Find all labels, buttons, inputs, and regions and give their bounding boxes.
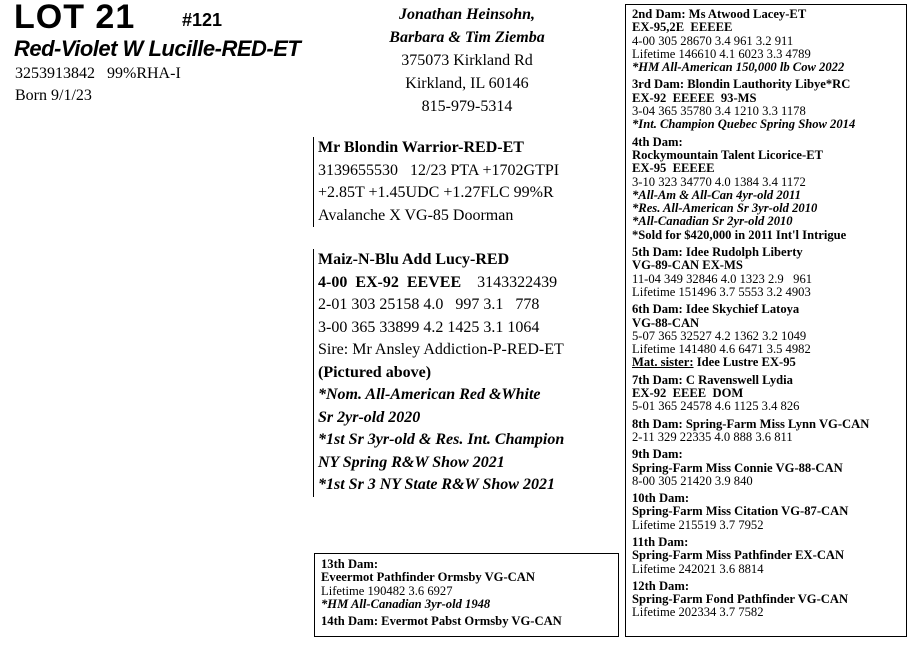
dam-2-record: 4-00 305 28670 3.4 961 3.2 911 [632, 33, 794, 48]
dam-12-section [632, 580, 900, 620]
dam-4-label: 4th Dam: [632, 134, 683, 149]
dam-2-honor: *HM All-American 150,000 lb Cow 2022 [632, 60, 845, 75]
dam-4-name: Rockymountain Talent Licorice-ET [632, 147, 824, 162]
consignor-address: 375073 Kirkland Rd [401, 52, 533, 69]
dam-6-mat-sister [632, 356, 900, 369]
dam-11-lifetime: Lifetime 242021 3.6 8814 [632, 561, 764, 576]
dam-registration: 3143322439 [477, 273, 558, 291]
dam-3-section [632, 78, 900, 131]
dam-5-record: 11-04 349 32846 4.0 1323 2.9 961 [632, 271, 813, 286]
dam-13-lifetime: Lifetime 190482 3.6 6927 [321, 583, 453, 598]
animal-name: Red-Violet W Lucille-RED-ET [14, 36, 301, 61]
dam-honor-1a: *Nom. All-American Red &White [318, 386, 541, 403]
dam-13-name: Eveermot Pathfinder Ormsby VG-CAN [321, 570, 535, 585]
dam-7-record: 5-01 365 24578 4.6 1125 3.4 826 [632, 399, 800, 414]
dam-13-label: 13th Dam: [321, 557, 379, 571]
dam-6-class: VG-88-CAN [632, 315, 700, 330]
dam-10-name: Spring-Farm Miss Citation VG-87-CAN [632, 504, 849, 519]
dam-8-record: 2-11 329 22335 4.0 888 3.6 811 [632, 429, 793, 444]
dam-class-line [318, 272, 613, 295]
mat-sister-label: Mat. sister: [632, 355, 694, 370]
dam-5-name: 5th Dam: Idee Rudolph Liberty [632, 245, 803, 260]
sire-ptas-2: +2.85T +1.45UDC +1.27FLC 99%R [318, 184, 554, 201]
registration-line: 3253913842 99%RHA-I [15, 65, 181, 82]
dam-11-name: Spring-Farm Miss Pathfinder EX-CAN [632, 548, 845, 563]
dam-4-honor-4: *Sold for $420,000 in 2011 Int'l Intrigue [632, 227, 847, 242]
lower-pedigree-box [314, 553, 619, 637]
dam-9-section [632, 448, 900, 488]
dam-9-record: 8-00 305 21420 3.9 840 [632, 473, 753, 488]
dam-2-section [632, 8, 900, 74]
dam-6-record: 5-07 365 32527 4.2 1362 3.2 1049 [632, 328, 807, 343]
dam-6-lifetime: Lifetime 141480 4.6 6471 3.5 4982 [632, 342, 811, 357]
sire-ptas: 3139655530 12/23 PTA +1702GTPI [318, 161, 560, 179]
dam-4-honor-2: *Res. All-American Sr 3yr-old 2010 [632, 201, 818, 216]
dam-5-lifetime: Lifetime 151496 3.7 5553 3.2 4903 [632, 284, 811, 299]
dam-10-label: 10th Dam: [632, 491, 690, 506]
consignor-name-2: Barbara & Tim Ziemba [389, 29, 545, 46]
dam-4-class: EX-95 EEEEE [632, 161, 715, 176]
dam-12-lifetime: Lifetime 202334 3.7 7582 [632, 605, 764, 620]
dam-12-name: Spring-Farm Fond Pathfinder VG-CAN [632, 592, 849, 607]
dam-7-class: EX-92 EEEE DOM [632, 386, 744, 401]
dam-5-section [632, 246, 900, 299]
dam-classification: 4-00 EX-92 EEVEE [318, 273, 462, 291]
maternal-pedigree-box [625, 4, 907, 637]
dam-6-name: 6th Dam: Idee Skychief Latoya [632, 302, 800, 317]
catalog-number: #121 [182, 10, 223, 30]
dam-14-name: 14th Dam: Evermot Pabst Ormsby VG-CAN [321, 614, 562, 629]
dam-2-lifetime: Lifetime 146610 4.1 6023 3.3 4789 [632, 46, 811, 61]
consignor-phone: 815-979-5314 [421, 98, 513, 115]
lot-title: LOT 21 [14, 0, 136, 36]
dam-5-class: VG-89-CAN EX-MS [632, 258, 743, 273]
birth-date: Born 9/1/23 [15, 87, 92, 104]
dam-3-record: 3-04 365 35780 3.4 1210 3.3 1178 [632, 104, 806, 119]
consignor-block [352, 3, 582, 118]
dam-8-name: 8th Dam: Spring-Farm Miss Lynn VG-CAN [632, 416, 870, 431]
dam-block [313, 249, 613, 497]
pictured-note: (Pictured above) [318, 363, 432, 381]
dam-2-class: EX-95,2E EEEEE [632, 20, 733, 35]
consignor-name-1: Jonathan Heinsohn, [398, 6, 536, 23]
dam-4-honor-3: *All-Canadian Sr 2yr-old 2010 [632, 214, 793, 229]
dam-11-label: 11th Dam: [632, 534, 689, 549]
dam-9-name: Spring-Farm Miss Connie VG-88-CAN [632, 460, 843, 475]
dam-4-section [632, 136, 900, 242]
dam-4-honor-1: *All-Am & All-Can 4yr-old 2011 [632, 187, 801, 202]
dam-8-section [632, 418, 900, 445]
dam-sire: Sire: Mr Ansley Addiction-P-RED-ET [318, 341, 564, 358]
sire-block [313, 137, 608, 227]
dam-name: Maiz-N-Blu Add Lucy-RED [318, 251, 510, 268]
dam-10-section [632, 492, 900, 532]
dam-2-name: 2nd Dam: Ms Atwood Lacey-ET [632, 7, 807, 21]
dam-11-section [632, 536, 900, 576]
dam-3-honor: *Int. Champion Quebec Spring Show 2014 [632, 117, 856, 132]
dam-9-label: 9th Dam: [632, 447, 683, 462]
consignor-city: Kirkland, IL 60146 [405, 75, 529, 92]
dam-honor-3: *1st Sr 3 NY State R&W Show 2021 [318, 476, 555, 493]
dam-3-class: EX-92 EEEEE 93-MS [632, 90, 757, 105]
dam-3-name: 3rd Dam: Blondin Lauthority Libye*RC [632, 77, 851, 92]
dam-6-section [632, 303, 900, 369]
dam-record-2: 3-00 365 33899 4.2 1425 3.1 1064 [318, 318, 540, 336]
dam-record-1: 2-01 303 25158 4.0 997 3.1 778 [318, 296, 540, 313]
dam-12-label: 12th Dam: [632, 578, 690, 593]
dam-honor-2b: NY Spring R&W Show 2021 [318, 453, 505, 471]
dam-honor-2a: *1st Sr 3yr-old & Res. Int. Champion [318, 431, 565, 448]
dam-7-name: 7th Dam: C Ravenswell Lydia [632, 372, 793, 387]
dam-7-section [632, 374, 900, 414]
dam-13-honor: *HM All-Canadian 3yr-old 1948 [321, 596, 491, 611]
dam-10-lifetime: Lifetime 215519 3.7 7952 [632, 517, 764, 532]
sire-name: Mr Blondin Warrior-RED-ET [318, 139, 524, 156]
dam-4-record: 3-10 323 34770 4.0 1384 3.4 1172 [632, 174, 806, 189]
mat-sister-name: Idee Lustre EX-95 [693, 355, 796, 370]
sire-pedigree: Avalanche X VG-85 Doorman [318, 206, 514, 224]
dam-honor-1b: Sr 2yr-old 2020 [318, 408, 421, 426]
